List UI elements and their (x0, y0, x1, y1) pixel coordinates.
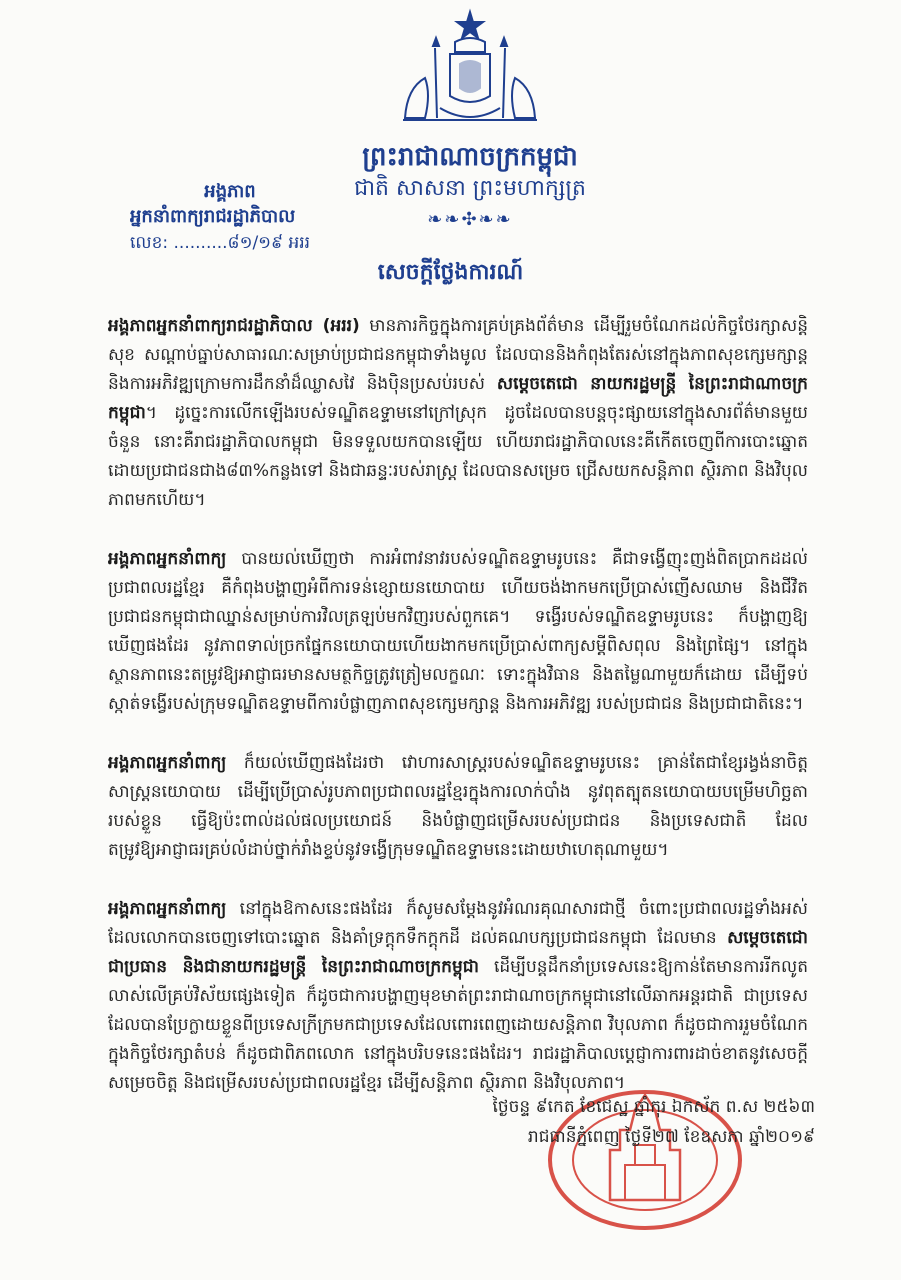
ref-value: ..........៨១/១៩ (173, 233, 284, 253)
agency-name: អ្នកនាំពាក្យរាជរដ្ឋាភិបាល (130, 206, 296, 227)
paragraph-lead: អង្គភាពអ្នកនាំពាក្យ (108, 899, 227, 919)
paragraph-lead: អង្គភាពអ្នកនាំពាក្យ (108, 549, 227, 569)
national-motto: ជាតិ សាសនា ព្រះមហាក្សត្រ (354, 176, 586, 201)
ref-label: លេខ: (130, 233, 169, 253)
paragraph-text: ។ ដូច្នេះការលើកឡើងរបស់ទណ្ឌិតឧទ្ទាមនៅក្រៅស្រុក ដូចដែលបានបន្តចុះផ្សាយនៅក្នុងសារព័ត៌មានមួយចំនួន នោះគឺរាជរដ្ឋាភិបាលកម្ពុជា មិនទទួលយកបានឡើយ ហើយរាជរដ្ឋាភិបាលនេះគឺកើតចេញពីការបោះឆ្នោតដោយប្រជាជនជាង៨៣%កន្លងទៅ និងជាឆន្ទៈរបស់រាស្ត្រ ដែលបានសម្រេច ជ្រើសយកសន្តិភាព ស្ថិរភាព និងវិបុលភាពមកហើយ។ (108, 403, 808, 510)
paragraph-bold: សម្តេចតេជោ នាយករដ្ឋមន្ត្រី នៃព្រះរាជាណាចក្រកម្ពុជា (108, 374, 808, 423)
paragraph-text: បានយល់ឃើញថា ការអំពាវនាវរបស់ទណ្ឌិតឧទ្ទាមរូបនេះ គឺជាទង្វើញុះញង់ពិតប្រាកដដល់ប្រជាពលរដ្ឋខ្មែរ គឺកំពុងបង្ហាញអំពីការទន់ខ្សោយនយោបាយ ហើយចង់ងាកមកប្រើប្រាស់ញើសឈាម និងជីវិតប្រជាជនកម្ពុជាជាឈ្នាន់សម្រាប់ការវិលត្រឡប់មកវិញរបស់ពួកគេ។ ទង្វើរបស់ទណ្ឌិតឧទ្ទាមរូបនេះ ក៏បង្ហាញឱ្យឃើញផងដែរ នូវភាពទាល់ច្រកផ្នែកនយោបាយហើយងាកមកប្រើប្រាស់ពាក្យសម្តីពិសពុល និងព្រៃផ្សៃ។ នៅក្នុងស្ថានភាពនេះតម្រូវឱ្យអាជ្ញាធរមានសមត្ថកិច្ចត្រូវត្រៀមលក្ខណៈ ទោះក្នុងវិធាន និងតម្លៃណាមួយក៏ដោយ ដើម្បីទប់ស្កាត់ទង្វើរបស់ក្រុមទណ្ឌិតឧទ្ទាមពីការបំផ្លាញភាពសុខក្សេមក្សាន្ត និងការអភិវឌ្ឍ របស់ប្រជាជន និងប្រជាជាតិនេះ។ (108, 549, 808, 714)
lunar-date: ថ្ងៃចន្ទ ៩កេត ខែជេស្ឋ ឆ្នាំកុរ ឯកស័ក ព.ស ២៥៦៣ (492, 1097, 815, 1117)
paragraph-text: មានភារកិច្ចក្នុងការគ្រប់គ្រងព័ត៌មាន ដើម្បីរួមចំណែកដល់កិច្ចថែរក្សាសន្តិសុខ សណ្តាប់ធ្នាប់សាធារណៈសម្រាប់ប្រជាជនកម្ពុជាទាំងមូល ដែលបាននិងកំពុងតែរស់នៅក្នុងភាពសុខក្សេមក្សាន្ត និងការអភិវឌ្ឍក្រោមការដឹកនាំដ៏ឈ្លាសវៃ និងប៉ិនប្រសប់របស់ (108, 316, 808, 394)
paragraph (108, 312, 808, 515)
paragraph-text: ក៏យល់ឃើញផងដែរថា វោហារសាស្ត្ររបស់ទណ្ឌិតឧទ្ទាមរូបនេះ គ្រាន់តែជាខ្សែរង្វង់នាចិត្តសាស្ត្រនយោបាយ ដើម្បីប្រើប្រាស់រូបភាពប្រជាពលរដ្ឋខ្មែរក្នុងការលាក់បាំង នូវពុតត្បុតនយោបាយបម្រើមហិច្ឆតារបស់ខ្លួន ធ្វើឱ្យប៉ះពាល់ដល់ផលប្រយោជន៍ និងបំផ្លាញជម្រើសរបស់ប្រជាជន និងប្រទេសជាតិ ដែលតម្រូវឱ្យអាជ្ញាធរគ្រប់លំដាប់ថ្នាក់រាំងខ្ទប់នូវទង្វើក្រុមទណ្ឌិតឧទ្ទាមនេះដោយឋាហេតុណាមួយ។ (108, 753, 808, 860)
kingdom-title: ព្រះរាជាណាចក្រកម្ពុជា (362, 142, 578, 172)
statement-body (108, 312, 808, 1128)
paragraph-lead: អង្គភាពអ្នកនាំពាក្យ (108, 753, 227, 773)
paragraph-lead: អង្គភាពអ្នកនាំពាក្យរាជរដ្ឋាភិបាល (អររ) (108, 316, 360, 336)
agency-block (130, 180, 330, 256)
reference-number (130, 230, 330, 256)
paragraph-text: នៅក្នុងឱកាសនេះផងដែរ ក៏សូមសម្តែងនូវអំណរគុណសារជាថ្មី ចំពោះប្រជាពលរដ្ឋទាំងអស់ដែលលោកបានចេញទៅបោះឆ្នោត និងគាំទ្រក្តុកទឹកក្តុកដី ដល់គណបក្សប្រជាជនកម្ពុជា ដែលមាន (108, 899, 808, 948)
paragraph (108, 749, 808, 865)
date-block (485, 1092, 815, 1152)
solar-date: រាជធានីភ្នំពេញ ថ្ងៃទី២៧ ខែឧសភា ឆ្នាំ២០១៩ (527, 1127, 815, 1147)
document-title: សេចក្តីថ្លែងការណ៍ (377, 260, 524, 285)
royal-arms-emblem (395, 8, 545, 128)
ref-suffix: អររ (288, 233, 311, 253)
ornament-divider: ❧❧✣❧❧ (427, 209, 513, 230)
agency-unit: អង្គភាព (204, 181, 256, 202)
paragraph (108, 545, 808, 719)
paragraph-bold: សម្តេចតេជោ ជាប្រធាន និងជានាយករដ្ឋមន្ត្រី នៃព្រះរាជាណាចក្រកម្ពុជា (108, 928, 808, 977)
paragraph-text: ដើម្បីបន្តដឹកនាំប្រទេសនេះឱ្យកាន់តែមានការរីកលូតលាស់លើគ្រប់វិស័យផ្សេងទៀត ក៏ដូចជាការបង្ហាញមុខមាត់ព្រះរាជាណាចក្រកម្ពុជានៅលើឆាកអន្តរជាតិ ជាប្រទេសដែលបានប្រែក្លាយខ្លួនពីប្រទេសក្រីក្រមកជាប្រទេសដែលពោរពេញដោយសន្តិភាព វិបុលភាព ក៏ដូចជាការរួមចំណែកក្នុងកិច្ចថែរក្សាតំបន់ ក៏ដូចជាពិភពលោក នៅក្នុងបរិបទនេះផងដែរ។ រាជរដ្ឋាភិបាលប្តេជ្ញាការពារដាច់ខាតនូវសេចក្តីសម្រេចចិត្ត និងជម្រើសរបស់ប្រជាពលរដ្ឋខ្មែរ ដើម្បីសន្តិភាព ស្ថិរភាព និងវិបុលភាព។ (108, 957, 808, 1093)
